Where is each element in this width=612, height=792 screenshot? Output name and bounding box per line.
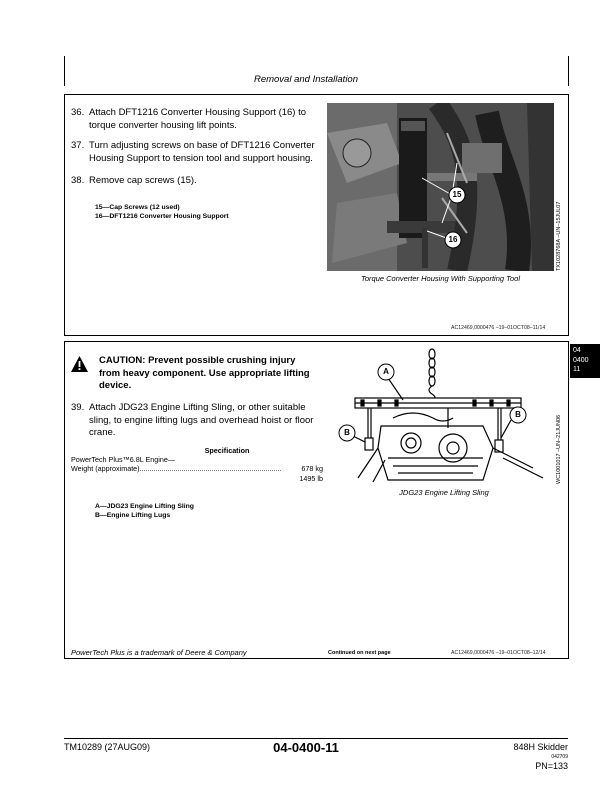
doc-ref-1: AC12469,0000476 –19–01OCT08–11/14 [451, 325, 546, 331]
step-text [89, 107, 306, 132]
step-37 [71, 140, 321, 166]
tab-line: 04 [573, 347, 581, 354]
spec-row [71, 464, 323, 474]
continued-note: Continued on next page [328, 650, 391, 656]
caution-line: CAUTION: Prevent possible crushing injury [99, 355, 296, 366]
legend-item: 15—Cap Screws (12 used) [95, 204, 180, 211]
spec-value-kg: 678 kg [301, 464, 323, 473]
caution-line: device. [99, 380, 132, 391]
photo-side-ref: TX1028768A –UN–15JUL07 [556, 201, 562, 271]
step-line: Housing Support to tension tool and support housing. [89, 152, 313, 164]
spec-heading: Specification [204, 446, 250, 455]
procedure-panel-1 [64, 94, 569, 336]
specification-block [71, 446, 323, 483]
step-text [89, 140, 315, 165]
legend-1 [95, 203, 229, 221]
caution-line: from heavy component. Use appropriate lifting [99, 367, 310, 379]
callout-16: 16 [448, 235, 458, 244]
trademark-note: PowerTech Plus is a trademark of Deere & Company [71, 648, 247, 657]
step-number: 39. [71, 402, 85, 413]
spec-item-label: Weight (approximate)....................................................................... [71, 464, 282, 473]
step-line: Turn adjusting screws on base of DFT1216 Converter [89, 140, 315, 151]
step-line: torque converter housing lift points. [89, 119, 237, 131]
step-number: 38. [71, 175, 85, 186]
footer-rule [64, 738, 568, 739]
legend-item: A—JDG23 Engine Lifting Sling [95, 503, 194, 510]
procedure-panel-2 [64, 341, 569, 659]
section-tab [570, 344, 600, 378]
tab-line: 11 [573, 366, 581, 373]
step-36 [71, 107, 321, 133]
callout-b-right: B [515, 410, 521, 419]
legend-item: B—Engine Lifting Lugs [95, 512, 171, 519]
doc-ref-2: AC12469,0000476 –19–01OCT08–12/14 [451, 650, 546, 656]
photo-illustration [327, 103, 554, 271]
step-line: Attach JDG23 Engine Lifting Sling, or other suitable [89, 402, 306, 413]
callout-a: A [383, 367, 389, 376]
figure-side-ref: WC1001017 –UN–21JUN06 [556, 414, 562, 484]
legend-item: 16—DFT1216 Converter Housing Support [95, 213, 229, 220]
step-number: 36. [71, 107, 85, 118]
footer-model: 848H Skidder [513, 742, 568, 752]
step-text [89, 402, 313, 440]
tab-line: 0400 [573, 356, 589, 364]
legend-2 [95, 502, 194, 520]
footer-page-number: 04-0400-11 [273, 740, 339, 755]
callout-15: 15 [452, 190, 462, 199]
spec-value-lb: 1495 lb [299, 474, 323, 483]
footer-manual-id: TM10289 (27AUG09) [64, 742, 151, 752]
step-line: crane. [89, 427, 116, 438]
warning-icon [71, 356, 88, 377]
lifting-sling-drawing [333, 348, 555, 484]
step-line: sling, to engine lifting lugs and overhead hoist or floor [89, 414, 314, 426]
torque-converter-photo [327, 103, 554, 271]
step-line: Attach DFT1216 Converter Housing Support (16) to [89, 107, 307, 118]
figure-caption: JDG23 Engine Lifting Sling [399, 488, 489, 497]
step-text: Remove cap screws (15). [89, 175, 197, 186]
spec-item: PowerTech Plus™6.8L Engine— [71, 455, 176, 464]
footer-small-code: 042709 [551, 754, 568, 760]
photo-caption: Torque Converter Housing With Supporting Tool [360, 274, 521, 283]
step-38 [71, 175, 321, 189]
callout-b-left: B [344, 428, 350, 437]
step-number: 37. [71, 140, 85, 151]
step-39 [71, 402, 331, 442]
footer-pn: PN=133 [535, 761, 568, 771]
caution-text [99, 355, 329, 393]
section-title: Removal and Installation [253, 74, 359, 85]
